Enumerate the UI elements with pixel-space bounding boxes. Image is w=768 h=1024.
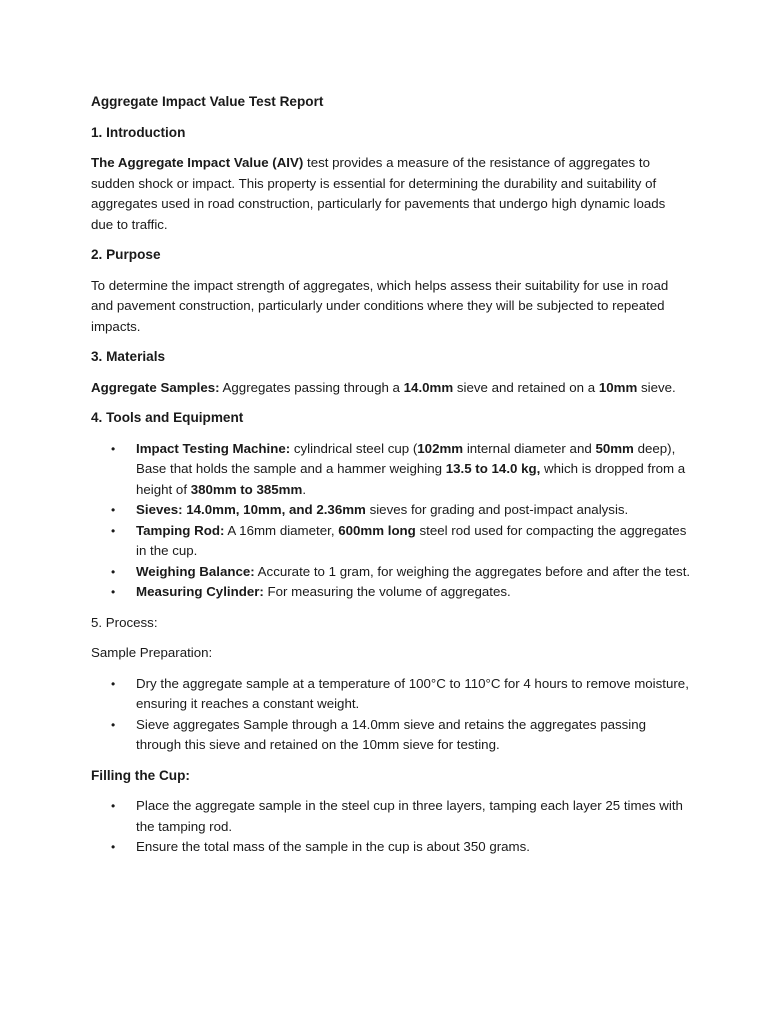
document-body xyxy=(91,92,691,868)
list-item-tamping-rod xyxy=(91,521,691,562)
filling-heading: Filling the Cup: xyxy=(91,767,190,783)
rod-bold-1: 600mm long xyxy=(338,522,416,538)
balance-lead: Weighing Balance: xyxy=(136,563,255,579)
tools-heading: 4. Tools and Equipment xyxy=(91,410,244,425)
rod-text-2: steel rod used for compacting the aggregates in the cup. xyxy=(136,522,687,558)
machine-text-1: cylindrical steel cup ( xyxy=(290,440,418,456)
purpose-heading: 2. Purpose xyxy=(91,247,161,262)
machine-bold-1: 102mm xyxy=(417,440,464,456)
machine-text-4: which is dropped from a height of xyxy=(136,461,686,497)
list-item xyxy=(91,796,691,837)
materials-bold-2: 10mm xyxy=(598,379,638,395)
intro-paragraph xyxy=(91,153,691,235)
machine-text-2: internal diameter and xyxy=(463,440,596,456)
filling-item-text: Ensure the total mass of the sample in the cup is about 350 grams. xyxy=(136,839,530,854)
bullet-icon: • xyxy=(111,564,116,579)
bullet-icon: • xyxy=(111,523,116,538)
cylinder-lead: Measuring Cylinder: xyxy=(136,584,264,599)
materials-text-3: sieve. xyxy=(637,379,676,395)
list-item-sieves xyxy=(91,500,691,521)
balance-text: Accurate to 1 gram, for weighing the aggregates before and after the test. xyxy=(254,563,691,579)
intro-bold-lead: The Aggregate Impact Value (AIV) xyxy=(91,155,304,170)
materials-lead: Aggregate Samples: xyxy=(91,379,220,395)
materials-paragraph xyxy=(91,378,691,399)
materials-heading: 3. Materials xyxy=(91,349,166,364)
machine-bold-3: 13.5 to 14.0 kg, xyxy=(445,461,541,476)
list-item-impact-machine xyxy=(91,439,691,501)
machine-text-5: . xyxy=(302,481,307,497)
list-item xyxy=(91,715,691,756)
materials-text-1: Aggregates passing through a xyxy=(219,379,404,395)
bullet-icon: • xyxy=(111,585,116,599)
bullet-icon: • xyxy=(111,503,116,517)
prep-item-text: Sieve aggregates Sample through a 14.0mm sieve and retains the aggregates passing through this sieve and retained on the 10mm sieve for testing. xyxy=(136,716,647,752)
bullet-icon: • xyxy=(111,441,116,456)
bullet-icon: • xyxy=(111,840,116,854)
materials-text-2: sieve and retained on a xyxy=(453,379,599,395)
bullet-icon: • xyxy=(111,799,116,813)
machine-lead: Impact Testing Machine: xyxy=(136,440,291,456)
prep-item-text: Dry the aggregate sample at a temperature of 100°C to 110°C for 4 hours to remove moisture, ensuring it reaches a constant weight. xyxy=(136,675,689,711)
sieves-lead: Sieves: 14.0mm, 10mm, and 2.36mm xyxy=(136,502,366,517)
prep-list xyxy=(91,674,691,756)
list-item-measuring-cylinder xyxy=(91,582,691,603)
machine-bold-4: 380mm to 385mm xyxy=(190,481,303,497)
cylinder-text: For measuring the volume of aggregates. xyxy=(263,584,511,599)
rod-text-1: A 16mm diameter, xyxy=(224,522,339,538)
machine-text-3: deep), Base that holds the sample and a hammer weighing xyxy=(136,440,676,476)
materials-bold-1: 14.0mm xyxy=(403,379,454,395)
intro-heading: 1. Introduction xyxy=(91,124,186,140)
purpose-paragraph: To determine the impact strength of aggregates, which helps assess their suitability for use in road and pavement construction, particularly under conditions where they will be subjected to repeated impacts. xyxy=(91,277,669,334)
list-item xyxy=(91,674,691,715)
list-item xyxy=(91,837,691,858)
process-heading: 5. Process: xyxy=(91,614,158,630)
rod-lead: Tamping Rod: xyxy=(136,522,225,538)
filling-item-text: Place the aggregate sample in the steel cup in three layers, tamping each layer 25 times with the tamping rod. xyxy=(136,798,683,834)
tools-list xyxy=(91,439,691,603)
machine-bold-2: 50mm xyxy=(595,440,634,456)
filling-list xyxy=(91,796,691,858)
sieves-text: sieves for grading and post-impact analysis. xyxy=(365,502,629,517)
document-title: Aggregate Impact Value Test Report xyxy=(91,94,324,109)
bullet-icon: • xyxy=(111,717,116,732)
intro-text: test provides a measure of the resistance of aggregates to sudden shock or impact. This property is essential for determining the durability and suitability of aggregates used in road construction, particularly for pavements that undergo high dynamic loads due to traffic. xyxy=(91,155,666,232)
bullet-icon: • xyxy=(111,676,116,691)
list-item-weighing-balance xyxy=(91,562,691,583)
sample-prep-label: Sample Preparation: xyxy=(91,645,213,660)
